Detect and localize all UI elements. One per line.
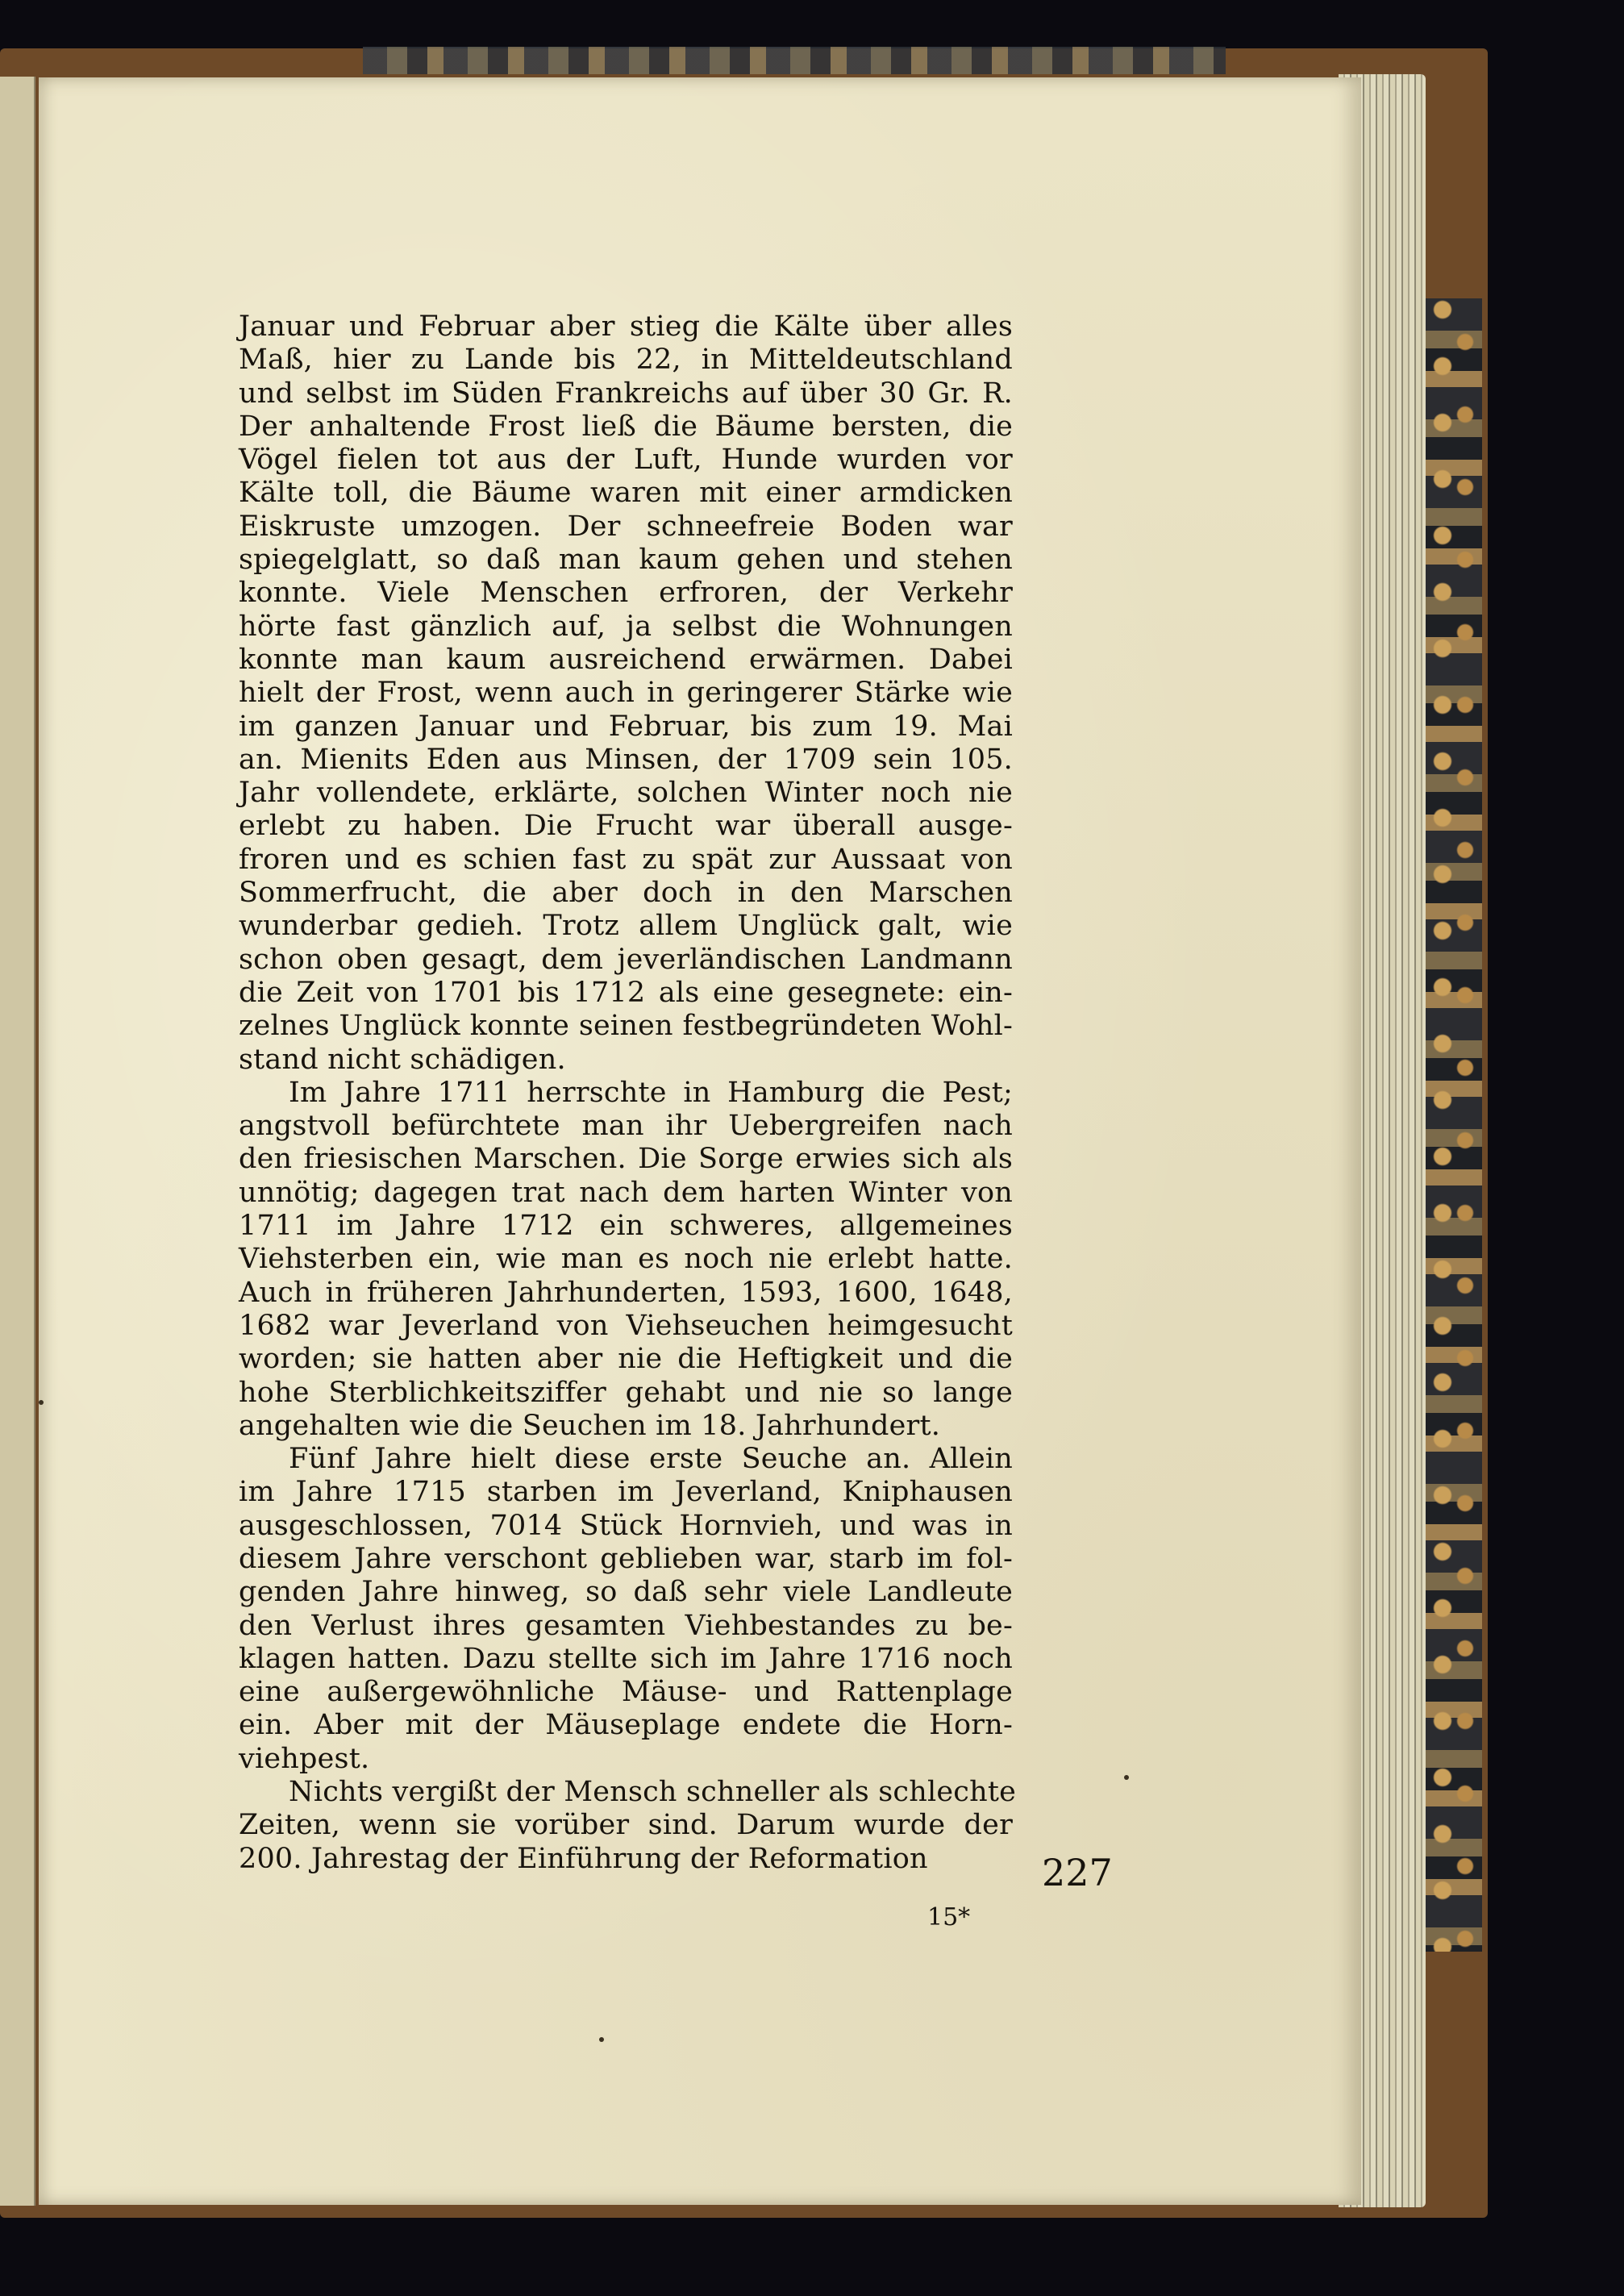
text-line: zelnes Unglück konnte seinen festbegründeten Wohl- xyxy=(239,1010,1013,1043)
text-line: eine außergewöhnliche Mäuse- und Rattenplage xyxy=(239,1676,1013,1709)
text-line: 1711 im Jahre 1712 ein schweres, allgemeines xyxy=(239,1210,1013,1243)
text-line: erlebt zu haben. Die Frucht war überall ausge- xyxy=(239,810,1013,843)
text-line: Auch in früheren Jahrhunderten, 1593, 1600, 1648, xyxy=(239,1276,1013,1309)
text-line: Januar und Februar aber stieg die Kälte über alles xyxy=(239,310,1013,343)
text-line: 1682 war Jeverland von Viehseuchen heimgesucht xyxy=(239,1309,1013,1342)
text-line: Fünf Jahre hielt diese erste Seuche an. Allein xyxy=(289,1443,1013,1476)
text-line: ausgeschlossen, 7014 Stück Hornvieh, und was in xyxy=(239,1509,1013,1542)
body-text xyxy=(239,310,1016,1876)
page-number: 227 xyxy=(1042,1851,1113,1894)
paragraph xyxy=(239,1077,1013,1443)
text-line: diesem Jahre verschont geblieben war, starb im fol- xyxy=(239,1542,1013,1575)
text-line: froren und es schien fast zu spät zur Aussaat von xyxy=(239,843,1013,876)
text-line: wunderbar gedieh. Trotz allem Unglück galt, wie xyxy=(239,910,1013,943)
text-line: ein. Aber mit der Mäuseplage endete die Horn- xyxy=(239,1709,1013,1742)
paper-speck xyxy=(39,1400,44,1405)
text-line: stand nicht schädigen. xyxy=(239,1043,566,1076)
text-line: spiegelglatt, so daß man kaum gehen und stehen xyxy=(239,544,1013,577)
text-line: konnte man kaum ausreichend erwärmen. Dabei xyxy=(239,643,1013,676)
text-line: und selbst im Süden Frankreichs auf über 30 Gr. R. xyxy=(239,377,1013,410)
signature-mark: 15* xyxy=(927,1903,971,1931)
paragraph xyxy=(239,1776,1016,1876)
text-line: Der anhaltende Frost ließ die Bäume bersten, die xyxy=(239,410,1013,443)
text-line: schon oben gesagt, dem jeverländischen Landmann xyxy=(239,943,1013,976)
text-line: im Jahre 1715 starben im Jeverland, Kniphausen xyxy=(239,1476,1013,1509)
text-line: Jahr vollendete, erklärte, solchen Winter noch nie xyxy=(239,777,1013,810)
text-line: Viehsterben ein, wie man es noch nie erlebt hatte. xyxy=(239,1243,1013,1276)
text-line: Sommerfrucht, die aber doch in den Marschen xyxy=(239,877,1013,910)
text-line: angstvoll befürchtete man ihr Uebergreifen nach xyxy=(239,1110,1013,1143)
text-line: hielt der Frost, wenn auch in geringerer Stärke wie xyxy=(239,677,1013,710)
text-line: 200. Jahrestag der Einführung der Reformation xyxy=(239,1842,928,1875)
text-line: Vögel fielen tot aus der Luft, Hunde wurden vor xyxy=(239,444,1013,477)
text-line: an. Mienits Eden aus Minsen, der 1709 sein 105. xyxy=(239,743,1013,776)
text-line: die Zeit von 1701 bis 1712 als eine gesegnete: ein- xyxy=(239,976,1013,1009)
text-line: unnötig; dagegen trat nach dem harten Winter von xyxy=(239,1176,1013,1209)
text-line: Maß, hier zu Lande bis 22, in Mitteldeutschland xyxy=(239,344,1013,377)
left-page-edge xyxy=(0,77,35,2206)
text-line: Im Jahre 1711 herrschte in Hamburg die Pest; xyxy=(289,1076,1013,1109)
text-line: im ganzen Januar und Februar, bis zum 19. Mai xyxy=(239,710,1013,743)
text-line: viehpest. xyxy=(239,1742,370,1775)
text-line: klagen hatten. Dazu stellte sich im Jahre 1716 noch xyxy=(239,1642,1013,1675)
text-line: Nichts vergißt der Mensch schneller als schlechte xyxy=(289,1776,1016,1809)
text-line: genden Jahre hinweg, so daß sehr viele Landleute xyxy=(239,1576,1013,1609)
text-line: Kälte toll, die Bäume waren mit einer armdicken xyxy=(239,477,1013,510)
text-line: angehalten wie die Seuchen im 18. Jahrhundert. xyxy=(239,1409,941,1442)
text-line: worden; sie hatten aber nie die Heftigkeit und die xyxy=(239,1343,1013,1376)
text-line: Eiskruste umzogen. Der schneefreie Boden war xyxy=(239,510,1013,543)
paragraph xyxy=(239,310,1013,1077)
marbled-cover-edge xyxy=(1426,298,1482,1952)
text-line: den Verlust ihres gesamten Viehbestandes zu be- xyxy=(239,1609,1013,1642)
marbled-cover-top xyxy=(363,47,1226,74)
paper-speck xyxy=(599,2037,604,2042)
paragraph xyxy=(239,1443,1013,1776)
text-line: hörte fast gänzlich auf, ja selbst die Wohnungen xyxy=(239,610,1013,643)
text-line: hohe Sterblichkeitsziffer gehabt und nie so lange xyxy=(239,1376,1013,1409)
text-line: Zeiten, wenn sie vorüber sind. Darum wurde der xyxy=(239,1809,1013,1842)
text-line: konnte. Viele Menschen erfroren, der Verkehr xyxy=(239,577,1013,610)
text-line: den friesischen Marschen. Die Sorge erwies sich als xyxy=(239,1143,1013,1176)
paper-speck xyxy=(1124,1775,1129,1780)
